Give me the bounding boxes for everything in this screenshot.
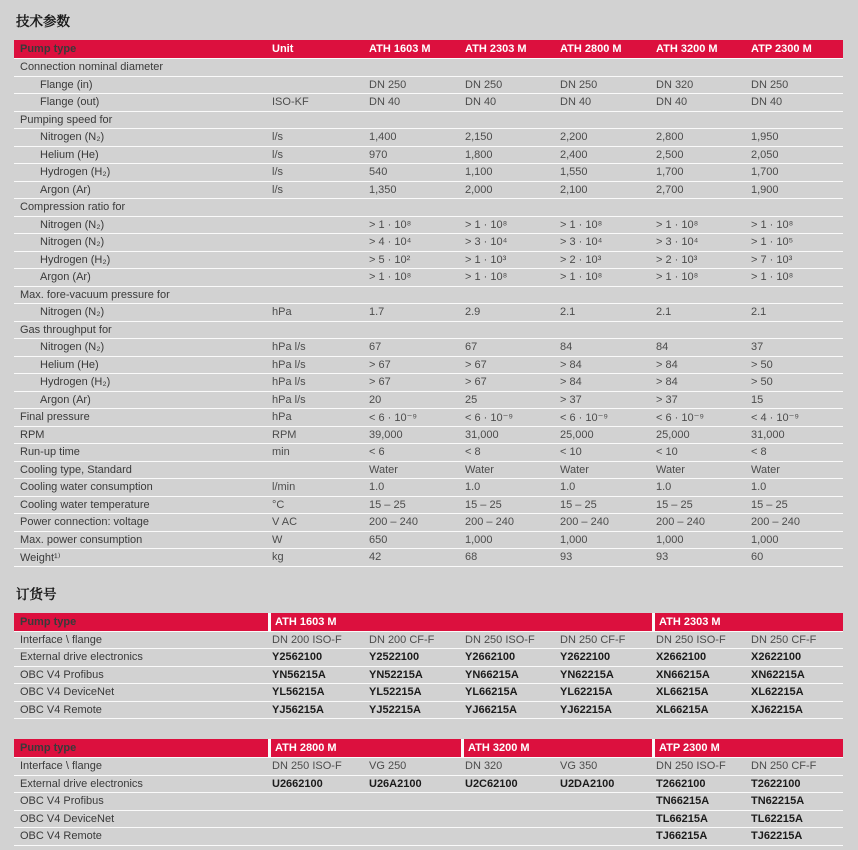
value-cell: 1,000 <box>751 533 779 546</box>
section-row <box>14 286 843 304</box>
value-cell: 15 – 25 <box>369 498 406 511</box>
order-number-cell: XJ62215A <box>751 703 803 716</box>
value-cell: 25,000 <box>656 428 690 441</box>
order-table-header-row <box>14 739 843 757</box>
value-cell: > 4 · 10⁴ <box>369 236 412 249</box>
order-number-cell: TL66215A <box>656 812 708 825</box>
order-number-cell: DN 200 CF-F <box>369 633 435 646</box>
order-row <box>14 648 843 666</box>
row-label: Run-up time <box>20 446 80 459</box>
row-label: Argon (Ar) <box>40 393 91 406</box>
unit-cell: kg <box>272 551 284 564</box>
value-cell: 67 <box>369 341 382 354</box>
unit-cell: RPM <box>272 428 297 441</box>
order-table <box>14 613 843 720</box>
section-row <box>14 198 843 216</box>
value-cell: < 10 <box>560 446 582 459</box>
value-cell: 1,100 <box>465 166 493 179</box>
value-cell: 1.0 <box>369 481 385 494</box>
order-number-cell: YL52215A <box>369 686 422 699</box>
value-cell: 200 – 240 <box>656 516 705 529</box>
spec-row <box>14 181 843 199</box>
value-cell: < 4 · 10⁻⁹ <box>751 411 800 424</box>
value-cell: DN 250 <box>751 78 789 91</box>
spec-row <box>14 496 843 514</box>
value-cell: DN 250 <box>560 78 598 91</box>
row-label: OBC V4 Profibus <box>20 795 104 808</box>
order-number-cell: YN56215A <box>272 668 326 681</box>
value-cell: 42 <box>369 551 382 564</box>
order-row <box>14 810 843 828</box>
value-cell: DN 40 <box>369 96 401 109</box>
value-cell: 200 – 240 <box>751 516 800 529</box>
model-col-header: ATP 2300 M <box>751 43 812 55</box>
pump-model-group-header: ATP 2300 M <box>652 739 843 757</box>
row-label: Flange (in) <box>40 78 93 91</box>
row-label: RPM <box>20 428 45 441</box>
value-cell: DN 250 <box>369 78 407 91</box>
order-number-cell: XL62215A <box>751 686 804 699</box>
tech-specs-table <box>14 40 843 567</box>
order-row <box>14 683 843 701</box>
value-cell: 1,550 <box>560 166 588 179</box>
order-number-cell: YL62215A <box>560 686 613 699</box>
value-cell: 15 <box>751 393 764 406</box>
order-number-cell: YL66215A <box>465 686 518 699</box>
value-cell: 1,000 <box>465 533 493 546</box>
row-label: Interface \ flange <box>20 633 102 646</box>
row-label: Nitrogen (N₂) <box>40 131 105 144</box>
row-label: External drive electronics <box>20 777 143 790</box>
spec-row <box>14 548 843 566</box>
value-cell: 1,400 <box>369 131 397 144</box>
spec-row <box>14 251 843 269</box>
value-cell: > 50 <box>751 376 773 389</box>
order-number-cell: TJ66215A <box>656 830 708 843</box>
value-cell: 200 – 240 <box>369 516 418 529</box>
unit-cell: l/s <box>272 148 283 161</box>
value-cell: > 1 · 10⁸ <box>369 271 412 284</box>
spec-row <box>14 303 843 321</box>
value-cell: 1,700 <box>656 166 684 179</box>
row-label: Nitrogen (N₂) <box>40 218 105 231</box>
unit-cell: ISO-KF <box>272 96 309 109</box>
value-cell: 20 <box>369 393 382 406</box>
row-label: Flange (out) <box>40 96 100 109</box>
order-number-cell: T2662100 <box>656 777 706 790</box>
value-cell: 84 <box>560 341 573 354</box>
section-label: Gas throughput for <box>20 323 112 336</box>
value-cell: 2,100 <box>560 183 588 196</box>
spec-row <box>14 338 843 356</box>
row-label: Cooling type, Standard <box>20 463 132 476</box>
model-col-header: ATH 3200 M <box>656 43 718 55</box>
row-label: Nitrogen (N₂) <box>40 341 105 354</box>
order-row <box>14 827 843 845</box>
value-cell: < 6 · 10⁻⁹ <box>656 411 705 424</box>
pump-type-col-header: Pump type <box>20 43 77 55</box>
value-cell: 2.1 <box>560 306 576 319</box>
model-col-header: ATH 2800 M <box>560 43 622 55</box>
order-number-cell: U2662100 <box>272 777 323 790</box>
value-cell: 68 <box>465 551 478 564</box>
value-cell: DN 40 <box>465 96 497 109</box>
value-cell: < 8 <box>465 446 481 459</box>
spec-row <box>14 478 843 496</box>
value-cell: > 3 · 10⁴ <box>656 236 699 249</box>
value-cell: 31,000 <box>465 428 499 441</box>
value-cell: DN 40 <box>560 96 592 109</box>
row-label: Final pressure <box>20 411 90 424</box>
value-cell: Water <box>656 463 685 476</box>
value-cell: 60 <box>751 551 764 564</box>
order-number-cell: YL56215A <box>272 686 325 699</box>
order-row <box>14 775 843 793</box>
value-cell: > 84 <box>656 376 678 389</box>
row-label: OBC V4 DeviceNet <box>20 812 115 825</box>
value-cell: < 6 · 10⁻⁹ <box>369 411 418 424</box>
value-cell: 2,050 <box>751 148 779 161</box>
value-cell: 1.0 <box>751 481 767 494</box>
unit-col-header: Unit <box>272 43 294 55</box>
pump-type-col-header: Pump type <box>20 742 77 754</box>
value-cell: 2,700 <box>656 183 684 196</box>
unit-cell: hPa l/s <box>272 341 306 354</box>
pump-model-group-header: ATH 2800 M <box>268 739 461 757</box>
value-cell: > 7 · 10³ <box>751 253 793 266</box>
order-number-cell: U2DA2100 <box>560 777 615 790</box>
pump-model-group-header: ATH 3200 M <box>461 739 652 757</box>
spec-row <box>14 513 843 531</box>
pump-model-group-header: ATH 2303 M <box>652 613 843 631</box>
value-cell: 67 <box>465 341 478 354</box>
value-cell: 2,800 <box>656 131 684 144</box>
row-label: Cooling water temperature <box>20 498 150 511</box>
row-label: Nitrogen (N₂) <box>40 236 105 249</box>
value-cell: > 50 <box>751 358 773 371</box>
value-cell: DN 40 <box>656 96 688 109</box>
order-number-cell: YN62215A <box>560 668 614 681</box>
unit-cell: W <box>272 533 283 546</box>
row-label: Cooling water consumption <box>20 481 153 494</box>
value-cell: < 10 <box>656 446 678 459</box>
value-cell: 2.1 <box>656 306 672 319</box>
value-cell: > 5 · 10² <box>369 253 411 266</box>
value-cell: > 84 <box>560 358 582 371</box>
value-cell: 1,350 <box>369 183 397 196</box>
row-label: Power connection: voltage <box>20 516 150 529</box>
value-cell: Water <box>369 463 398 476</box>
order-number-cell: U2C62100 <box>465 777 518 790</box>
spec-row <box>14 391 843 409</box>
value-cell: 39,000 <box>369 428 403 441</box>
section-label: Max. fore-vacuum pressure for <box>20 288 170 301</box>
order-tables-container <box>14 613 844 846</box>
value-cell: 25,000 <box>560 428 594 441</box>
order-row <box>14 631 843 649</box>
value-cell: 1,900 <box>751 183 779 196</box>
value-cell: 15 – 25 <box>751 498 788 511</box>
order-number-cell: TL62215A <box>751 812 803 825</box>
row-label: Argon (Ar) <box>40 271 91 284</box>
spec-row <box>14 216 843 234</box>
order-number-cell: VG 250 <box>369 760 407 773</box>
value-cell: > 1 · 10⁸ <box>465 271 508 284</box>
order-number-cell: YN52215A <box>369 668 423 681</box>
value-cell: > 1 · 10⁸ <box>465 218 508 231</box>
value-cell: Water <box>465 463 494 476</box>
order-number-cell: XL66215A <box>656 703 709 716</box>
tech-params-title: 技术参数 <box>16 14 70 29</box>
value-cell: > 1 · 10⁵ <box>751 236 794 249</box>
row-label: Interface \ flange <box>20 760 102 773</box>
tech-table-header-row <box>14 40 843 58</box>
value-cell: 200 – 240 <box>560 516 609 529</box>
order-number-cell: XN62215A <box>751 668 805 681</box>
unit-cell: l/min <box>272 481 296 494</box>
section-label: Compression ratio for <box>20 201 126 214</box>
spec-row <box>14 93 843 111</box>
value-cell: 1.7 <box>369 306 385 319</box>
value-cell: > 67 <box>369 358 391 371</box>
spec-row <box>14 443 843 461</box>
order-number-cell: DN 250 CF-F <box>751 633 817 646</box>
model-col-header: ATH 1603 M <box>369 43 431 55</box>
value-cell: 2,200 <box>560 131 588 144</box>
order-table-header-row <box>14 613 843 631</box>
value-cell: < 6 · 10⁻⁹ <box>560 411 609 424</box>
order-number-cell: DN 250 CF-F <box>751 760 817 773</box>
unit-cell: l/s <box>272 131 283 144</box>
spec-row <box>14 408 843 426</box>
value-cell: > 67 <box>369 376 391 389</box>
value-cell: 1.0 <box>560 481 576 494</box>
row-label: OBC V4 Remote <box>20 703 102 716</box>
value-cell: > 2 · 10³ <box>560 253 602 266</box>
value-cell: 1,000 <box>560 533 588 546</box>
unit-cell: °C <box>272 498 285 511</box>
unit-cell: l/s <box>272 183 283 196</box>
order-number-cell: TN62215A <box>751 795 805 808</box>
row-label: External drive electronics <box>20 651 143 664</box>
unit-cell: l/s <box>272 166 283 179</box>
spec-row <box>14 461 843 479</box>
spec-row <box>14 373 843 391</box>
order-row <box>14 666 843 684</box>
order-row <box>14 757 843 775</box>
order-number-cell: YJ62215A <box>560 703 612 716</box>
row-label: Nitrogen (N₂) <box>40 306 105 319</box>
value-cell: 37 <box>751 341 764 354</box>
order-row <box>14 792 843 810</box>
value-cell: > 67 <box>465 376 487 389</box>
value-cell: 93 <box>656 551 669 564</box>
order-number-cell: DN 200 ISO-F <box>272 633 342 646</box>
value-cell: > 1 · 10⁸ <box>560 271 603 284</box>
value-cell: > 1 · 10⁸ <box>751 218 794 231</box>
order-number-cell: DN 250 CF-F <box>560 633 626 646</box>
value-cell: > 1 · 10⁸ <box>369 218 412 231</box>
value-cell: 15 – 25 <box>656 498 693 511</box>
spec-row <box>14 268 843 286</box>
section-row <box>14 111 843 129</box>
row-label: Hydrogen (H₂) <box>40 376 111 389</box>
row-label: Hydrogen (H₂) <box>40 166 111 179</box>
value-cell: < 6 · 10⁻⁹ <box>465 411 514 424</box>
value-cell: > 67 <box>465 358 487 371</box>
unit-cell: hPa l/s <box>272 376 306 389</box>
unit-cell: hPa <box>272 411 292 424</box>
order-number-cell: TN66215A <box>656 795 710 808</box>
row-label: OBC V4 Profibus <box>20 668 104 681</box>
value-cell: > 84 <box>560 376 582 389</box>
order-number-cell: Y2562100 <box>272 651 323 664</box>
spec-row <box>14 163 843 181</box>
value-cell: 2,500 <box>656 148 684 161</box>
value-cell: > 37 <box>560 393 582 406</box>
unit-cell: hPa l/s <box>272 358 306 371</box>
section-label: Connection nominal diameter <box>20 61 164 74</box>
value-cell: 1,700 <box>751 166 779 179</box>
order-number-cell: VG 350 <box>560 760 598 773</box>
order-number-cell: DN 250 ISO-F <box>272 760 342 773</box>
value-cell: 1.0 <box>656 481 672 494</box>
value-cell: 2.9 <box>465 306 481 319</box>
value-cell: > 1 · 10⁸ <box>656 271 699 284</box>
order-number-cell: Y2622100 <box>560 651 611 664</box>
value-cell: 84 <box>656 341 669 354</box>
order-number-cell: DN 250 ISO-F <box>656 760 726 773</box>
value-cell: > 37 <box>656 393 678 406</box>
value-cell: 540 <box>369 166 388 179</box>
value-cell: > 1 · 10⁸ <box>656 218 699 231</box>
order-number-cell: X2662100 <box>656 651 707 664</box>
value-cell: DN 250 <box>465 78 503 91</box>
section-row <box>14 58 843 76</box>
spec-row <box>14 531 843 549</box>
value-cell: < 6 <box>369 446 385 459</box>
value-cell: 1.0 <box>465 481 481 494</box>
unit-cell: V AC <box>272 516 298 529</box>
unit-cell: hPa <box>272 306 292 319</box>
model-col-header: ATH 2303 M <box>465 43 527 55</box>
row-label: Helium (He) <box>40 148 99 161</box>
order-number-cell: TJ62215A <box>751 830 803 843</box>
spec-row <box>14 146 843 164</box>
value-cell: > 84 <box>656 358 678 371</box>
value-cell: 1,950 <box>751 131 779 144</box>
order-number-cell: Y2522100 <box>369 651 420 664</box>
order-numbers-title: 订货号 <box>16 586 57 602</box>
value-cell: 1,800 <box>465 148 493 161</box>
order-row <box>14 701 843 719</box>
value-cell: < 8 <box>751 446 767 459</box>
value-cell: 31,000 <box>751 428 785 441</box>
value-cell: 15 – 25 <box>465 498 502 511</box>
spec-row <box>14 426 843 444</box>
row-label: OBC V4 DeviceNet <box>20 686 115 699</box>
value-cell: > 3 · 10⁴ <box>560 236 603 249</box>
order-number-cell: T2622100 <box>751 777 801 790</box>
section-row <box>14 321 843 339</box>
value-cell: Water <box>560 463 589 476</box>
value-cell: > 1 · 10⁸ <box>560 218 603 231</box>
value-cell: 970 <box>369 148 388 161</box>
unit-cell: min <box>272 446 290 459</box>
order-number-cell: DN 320 <box>465 760 503 773</box>
value-cell: 650 <box>369 533 388 546</box>
order-number-cell: YJ56215A <box>272 703 324 716</box>
row-label: Weight¹⁾ <box>20 551 61 564</box>
value-cell: 15 – 25 <box>560 498 597 511</box>
value-cell: 2,400 <box>560 148 588 161</box>
order-number-cell: XL66215A <box>656 686 709 699</box>
section-label: Pumping speed for <box>20 113 113 126</box>
value-cell: DN 320 <box>656 78 694 91</box>
value-cell: > 3 · 10⁴ <box>465 236 508 249</box>
spec-row <box>14 128 843 146</box>
order-number-cell: Y2662100 <box>465 651 516 664</box>
order-number-cell: YJ52215A <box>369 703 421 716</box>
spec-row <box>14 233 843 251</box>
order-number-cell: YN66215A <box>465 668 519 681</box>
value-cell: 2,000 <box>465 183 493 196</box>
row-label: Hydrogen (H₂) <box>40 253 111 266</box>
spec-row <box>14 76 843 94</box>
spec-row <box>14 356 843 374</box>
row-label: Max. power consumption <box>20 533 143 546</box>
pump-type-col-header: Pump type <box>20 615 77 628</box>
row-label: OBC V4 Remote <box>20 830 102 843</box>
value-cell: Water <box>751 463 780 476</box>
value-cell: DN 40 <box>751 96 783 109</box>
value-cell: 2,150 <box>465 131 493 144</box>
tech-table-body <box>14 58 843 566</box>
pump-model-group-header: ATH 1603 M <box>268 613 652 631</box>
value-cell: 93 <box>560 551 573 564</box>
value-cell: 1,000 <box>656 533 684 546</box>
row-label: Argon (Ar) <box>40 183 91 196</box>
value-cell: 200 – 240 <box>465 516 514 529</box>
value-cell: 25 <box>465 393 478 406</box>
row-label: Helium (He) <box>40 358 99 371</box>
order-number-cell: DN 250 ISO-F <box>465 633 535 646</box>
order-table <box>14 739 843 846</box>
value-cell: > 2 · 10³ <box>656 253 698 266</box>
value-cell: 2.1 <box>751 306 767 319</box>
order-number-cell: DN 250 ISO-F <box>656 633 726 646</box>
order-number-cell: X2622100 <box>751 651 802 664</box>
value-cell: > 1 · 10⁸ <box>751 271 794 284</box>
unit-cell: hPa l/s <box>272 393 306 406</box>
order-number-cell: XN66215A <box>656 668 710 681</box>
value-cell: > 1 · 10³ <box>465 253 507 266</box>
order-number-cell: YJ66215A <box>465 703 517 716</box>
order-number-cell: U26A2100 <box>369 777 422 790</box>
